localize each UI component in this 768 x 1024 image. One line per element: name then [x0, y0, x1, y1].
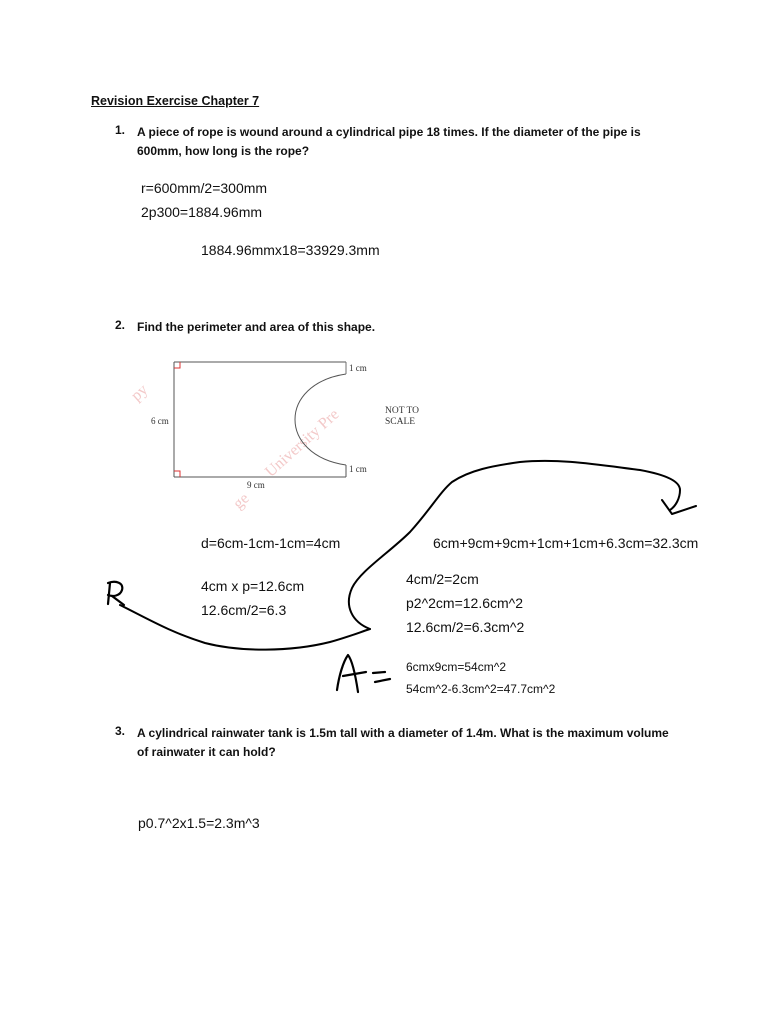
figure-top-gap-label: 1 cm — [349, 363, 367, 373]
figure-note-line1: NOT TO — [385, 406, 420, 416]
question-3-number: 3. — [115, 724, 126, 738]
question-3-text: A cylindrical rainwater tank is 1.5m tall with a diameter of 1.4m. What is the maximum volume of rainwater it can hold? — [137, 726, 669, 759]
question-1-text: A piece of rope is wound around a cylindrical pipe 18 times. If the diameter of the pipe is 600mm, how long is the rope? — [137, 125, 641, 158]
q3-answer-volume: p0.7^2x1.5=2.3m^3 — [138, 815, 260, 831]
q2-answer-semicircle-area: 12.6cm/2=6.3cm^2 — [406, 619, 525, 635]
q2-answer-rect-area: 6cmx9cm=54cm^2 — [406, 660, 506, 674]
figure-bottom-gap-label: 1 cm — [349, 464, 367, 474]
figure-width-label: 9 cm — [247, 480, 265, 490]
q2-answer-perimeter: 6cm+9cm+9cm+1cm+1cm+6.3cm=32.3cm — [433, 535, 699, 551]
q2-answer-arc-half: 12.6cm/2=6.3 — [201, 602, 287, 618]
figure-watermark-bottom: ge — [230, 489, 253, 513]
q2-answer-radius: 4cm/2=2cm — [406, 571, 479, 587]
q1-answer-rope-length: 1884.96mmx18=33929.3mm — [201, 242, 380, 258]
q1-answer-radius: r=600mm/2=300mm — [141, 180, 268, 196]
document-title: Revision Exercise Chapter 7 — [91, 94, 260, 108]
handwritten-p-letter — [108, 582, 124, 605]
figure-note-line2: SCALE — [385, 417, 416, 427]
question-2-number: 2. — [115, 318, 126, 332]
q1-answer-circumference: 2p300=1884.96mm — [141, 204, 263, 220]
question-1-number: 1. — [115, 123, 126, 137]
figure-watermark-left: py — [128, 381, 152, 405]
handwritten-a-equals — [337, 655, 390, 692]
handwritten-p-label — [108, 582, 109, 583]
q2-answer-circle-area: p2^2cm=12.6cm^2 — [406, 595, 524, 611]
handwritten-area-label — [337, 652, 338, 653]
q2-answer-arc-circumference: 4cm x p=12.6cm — [201, 578, 305, 594]
figure-height-label: 6 cm — [151, 416, 169, 426]
question-2-text: Find the perimeter and area of this shape. — [137, 320, 376, 334]
q2-answer-final-area: 54cm^2-6.3cm^2=47.7cm^2 — [406, 682, 556, 696]
figure-watermark-right: University Pre — [262, 405, 343, 481]
q2-answer-diameter: d=6cm-1cm-1cm=4cm — [201, 535, 341, 551]
